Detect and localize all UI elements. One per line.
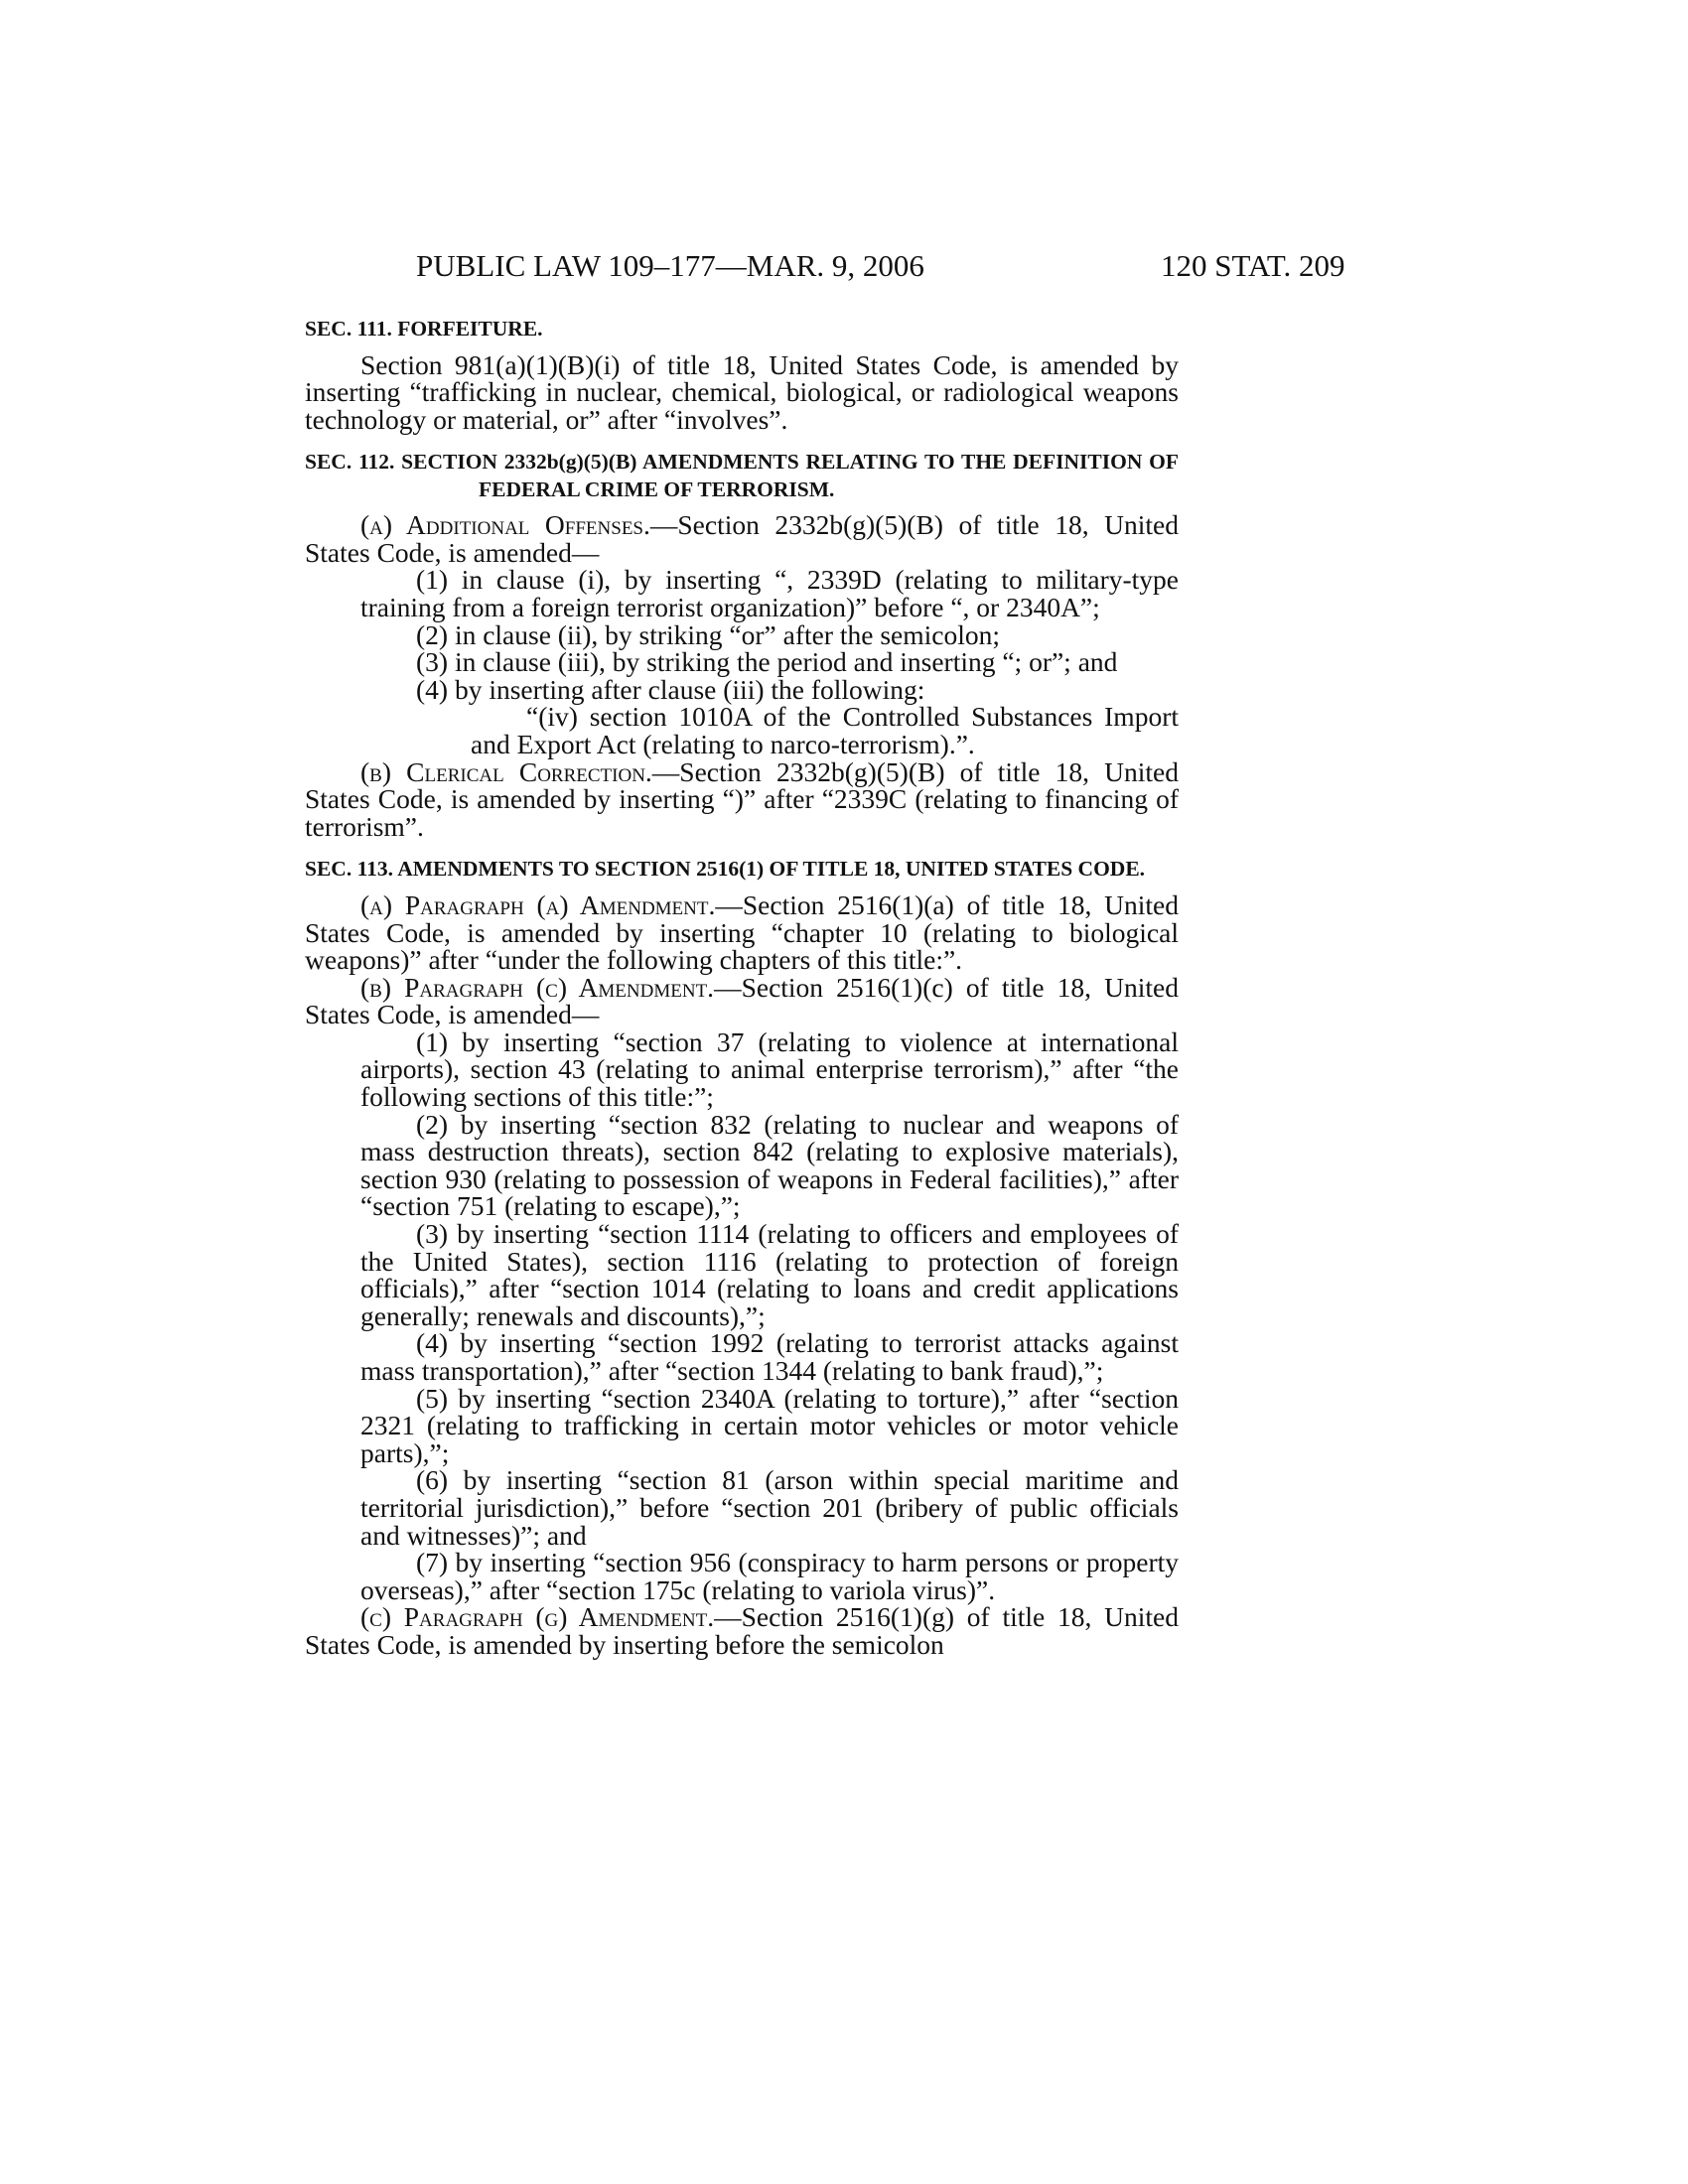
sec-113-c-label: (c) Paragraph (g) Amendment. (360, 1601, 715, 1633)
sec-112-a-1: (1) in clause (i), by inserting “, 2339D (relating to military-type training from a foreign terrorist organization)” before “, or 2340A”; (360, 564, 1179, 623)
sec-112-heading: SEC. 112. SECTION 2332b(g)(5)(B) AMENDMENTS RELATING TO THE DEFINITION OF FEDERAL CRIME OF TERRORISM. (305, 450, 1179, 501)
sec-113-heading: SEC. 113. AMENDMENTS TO SECTION 2516(1) OF TITLE 18, UNITED STATES CODE. (305, 857, 1146, 882)
sec-113-b-6: (6) by inserting “section 81 (arson within special maritime and territorial jurisdiction),” before “section 201 (bribery of public officials and witnesses)”; and (360, 1464, 1179, 1551)
sec-113-a-label: (a) Paragraph (a) Amendment. (360, 888, 716, 920)
sec-111-text: Section 981(a)(1)(B)(i) of title 18, United States Code, is amended by inserting “trafficking in nuclear, chemical, biological, or radiological weapons technology or material, or” after “involves”. (305, 348, 1179, 435)
sec-113-a (305, 888, 1179, 976)
sec-111-heading: SEC. 111. FORFEITURE. (305, 317, 543, 341)
public-law-title: PUBLIC LAW 109–177—MAR. 9, 2006 (416, 248, 924, 283)
sec-112-a-label: (a) Additional Offenses. (360, 509, 650, 541)
sec-113-b-text: —Section 2516(1)(c) of title 18, United States Code, is amended— (305, 971, 1179, 1030)
sec-112-b-label: (b) Clerical Correction. (360, 755, 652, 787)
sec-112-a-4-quote: “(iv) section 1010A of the Controlled Substances Import and Export Act (relating to narco-terrorism).”. (471, 701, 1179, 760)
sec-112-a-2: (2) in clause (ii), by striking “or” after the semicolon; (416, 618, 1001, 650)
sec-113-b (305, 971, 1179, 1030)
sec-113-c (305, 1603, 1179, 1658)
sec-113-a-text: —Section 2516(1)(a) of title 18, United States Code, is amended by inserting “chapter 10 (relating to biological weapons)” after “under the following chapters of this title:”. (305, 888, 1179, 976)
sec-113-c-text: —Section 2516(1)(g) of title 18, United States Code, is amended by inserting before the semicolon (305, 1601, 1180, 1660)
sec-113-b-4: (4) by inserting “section 1992 (relating to terrorist attacks against mass transportation),” after “section 1344 (relating to bank fraud),”; (360, 1327, 1179, 1386)
page-number: 120 STAT. 209 (1161, 248, 1345, 283)
sec-113-b-3: (3) by inserting “section 1114 (relating to officers and employees of the United States), section 1116 (relating to protection of foreign officials),” after “section 1014 (relating to loans and credit applications generally; renewals and discounts),”; (360, 1218, 1179, 1331)
sec-112-a-3: (3) in clause (iii), by striking the period and inserting “; or”; and (416, 646, 1118, 678)
sec-112-b (305, 755, 1179, 842)
sec-113-b-7: (7) by inserting “section 956 (conspiracy to harm persons or property overseas),” after “section 175c (relating to variola virus)”. (360, 1547, 1179, 1605)
document-body (305, 316, 1179, 1659)
sec-112-a-4: (4) by inserting after clause (iii) the following: (416, 673, 925, 705)
sec-113-b-label: (b) Paragraph (c) Amendment. (360, 971, 715, 1003)
sec-113-b-1: (1) by inserting “section 37 (relating to violence at international airports), section 43 (relating to animal enterprise terrorism),” after “the following sections of this title:”; (360, 1025, 1179, 1113)
sec-113-b-5: (5) by inserting “section 2340A (relating to torture),” after “section 2321 (relating to trafficking in certain motor vehicles or motor vehicle parts),”; (360, 1382, 1179, 1468)
sec-112-b-text: —Section 2332b(g)(5)(B) of title 18, United States Code, is amended by inserting “)” after “2339C (relating to financing of terrorism”. (305, 755, 1179, 842)
sec-112-a-text: —Section 2332b(g)(5)(B) of title 18, United States Code, is amended— (305, 509, 1179, 568)
sec-113-b-2: (2) by inserting “section 832 (relating to nuclear and weapons of mass destruction threats), section 842 (relating to explosive materials), section 930 (relating to possession of weapons in Federal facilities),” after “section 751 (relating to escape),”; (360, 1108, 1179, 1222)
sec-112-a (305, 511, 1179, 566)
running-header (0, 248, 1688, 288)
